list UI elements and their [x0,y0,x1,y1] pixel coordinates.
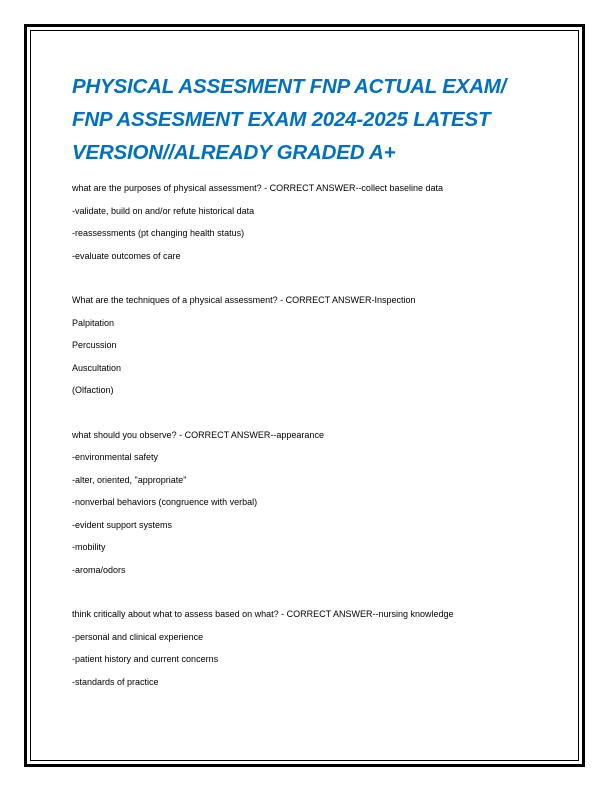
answer-line: Percussion [72,340,117,350]
answer-line: -environmental safety [72,452,159,462]
qa-block-think-critically [72,603,552,693]
question-line: what should you observe? - CORRECT ANSWER--appearance [72,429,324,440]
question-line: think critically about what to assess based on what? - CORRECT ANSWER--nursing knowledge [72,609,454,619]
answer-line: -mobility [72,542,106,552]
title-line: FNP ASSESMENT EXAM 2024-2025 LATEST [72,108,491,131]
answer-line: -alter, oriented, "appropriate" [72,474,187,485]
qa-block-purposes [72,177,552,267]
answer-line: -reassessments (pt changing health status) [72,228,245,238]
answer-line: Auscultation [72,362,122,373]
answer-line: -validate, build on and/or refute historical data [72,205,255,216]
qa-block-observe [72,424,552,582]
answer-line: -nonverbal behaviors (congruence with verbal) [72,497,258,507]
document-title [72,70,552,169]
answer-line: -standards of practice [72,676,159,687]
title-line: PHYSICAL ASSESMENT FNP ACTUAL EXAM/ [72,75,507,98]
answer-line: -evident support systems [72,519,173,530]
title-line: VERSION//ALREADY GRADED A+ [72,141,396,164]
answer-line: (Olfaction) [72,385,114,395]
answer-line: Palpitation [72,317,115,328]
question-line: what are the purposes of physical assessment? - CORRECT ANSWER--collect baseline data [72,183,443,193]
document-content [72,70,552,715]
answer-line: -personal and clinical experience [72,631,204,642]
question-line: What are the techniques of a physical assessment? - CORRECT ANSWER-Inspection [72,295,416,305]
answer-line: -patient history and current concerns [72,654,219,664]
qa-block-techniques [72,289,552,402]
answer-line: -aroma/odors [72,564,126,575]
answer-line: -evaluate outcomes of care [72,250,181,261]
